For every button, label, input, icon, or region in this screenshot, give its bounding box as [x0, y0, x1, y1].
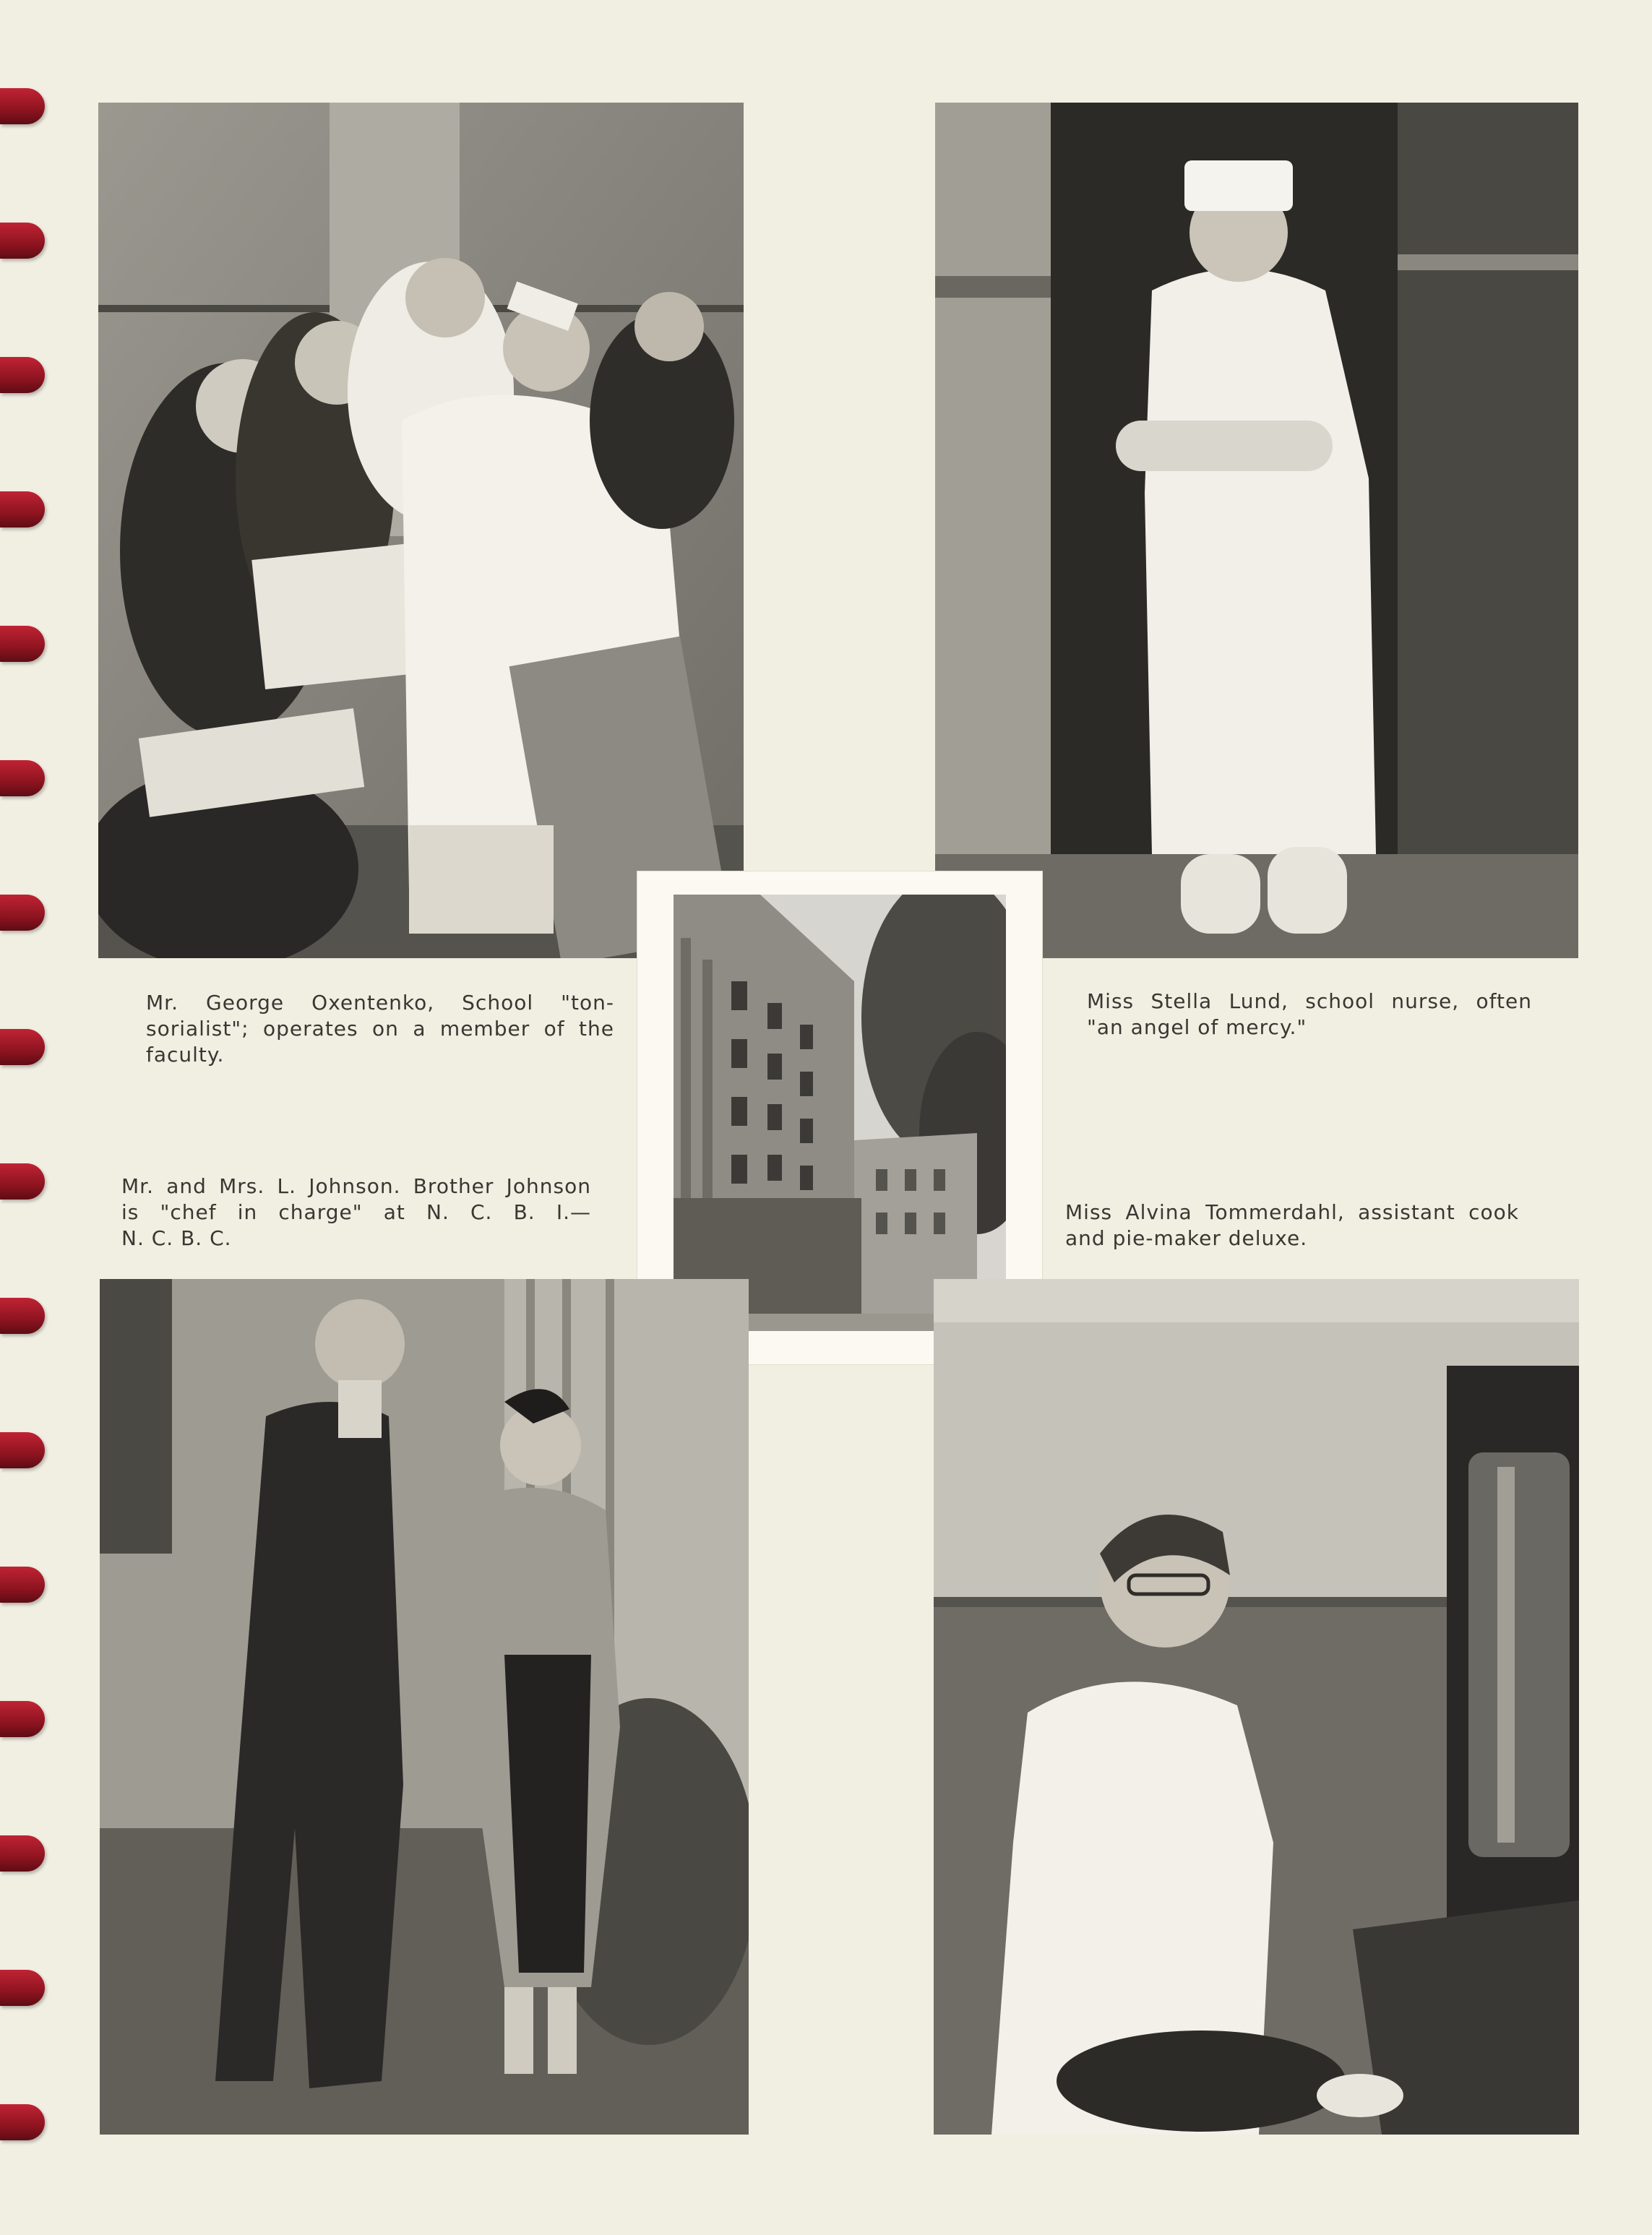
spiral-binding	[0, 0, 51, 2235]
johnsons-caption-line: Mr. and Mrs. L. Johnson. Brother Johnson	[121, 1174, 591, 1198]
nurse-photo	[935, 103, 1578, 958]
cook-caption	[1065, 1200, 1519, 1252]
barber-caption-line: Mr. George Oxentenko, School "ton-	[146, 991, 614, 1015]
johnsons-photo	[100, 1279, 749, 2135]
barber-caption	[146, 990, 614, 1068]
binding-ring	[0, 357, 45, 393]
barber-photo	[98, 103, 744, 958]
nurse-caption-line: "an angel of mercy."	[1087, 1015, 1307, 1039]
binding-ring	[0, 1970, 45, 2006]
binding-ring	[0, 1835, 45, 1872]
binding-ring	[0, 1701, 45, 1737]
binding-ring	[0, 491, 45, 527]
binding-ring	[0, 1163, 45, 1200]
nurse-caption-line: Miss Stella Lund, school nurse, often	[1087, 989, 1532, 1013]
barber-caption-line: sorialist"; operates on a member of the	[146, 1017, 614, 1041]
binding-ring	[0, 895, 45, 931]
binding-ring	[0, 626, 45, 662]
cook-photo	[934, 1279, 1579, 2135]
binding-ring	[0, 1567, 45, 1603]
johnsons-caption-line: N. C. B. C.	[121, 1226, 232, 1250]
binding-ring	[0, 2104, 45, 2140]
binding-ring	[0, 88, 45, 124]
binding-ring	[0, 223, 45, 259]
binding-ring	[0, 1432, 45, 1468]
johnsons-caption	[121, 1174, 591, 1252]
barber-caption-line: faculty.	[146, 1043, 225, 1067]
binding-ring	[0, 1029, 45, 1065]
binding-ring	[0, 760, 45, 796]
johnsons-caption-line: is "chef in charge" at N. C. B. I.—	[121, 1200, 591, 1224]
school-building-photo	[674, 895, 1006, 1331]
binding-ring	[0, 1298, 45, 1334]
cook-caption-line: and pie-maker deluxe.	[1065, 1226, 1308, 1250]
cook-caption-line: Miss Alvina Tommerdahl, assistant cook	[1065, 1200, 1519, 1224]
nurse-caption	[1087, 989, 1532, 1041]
